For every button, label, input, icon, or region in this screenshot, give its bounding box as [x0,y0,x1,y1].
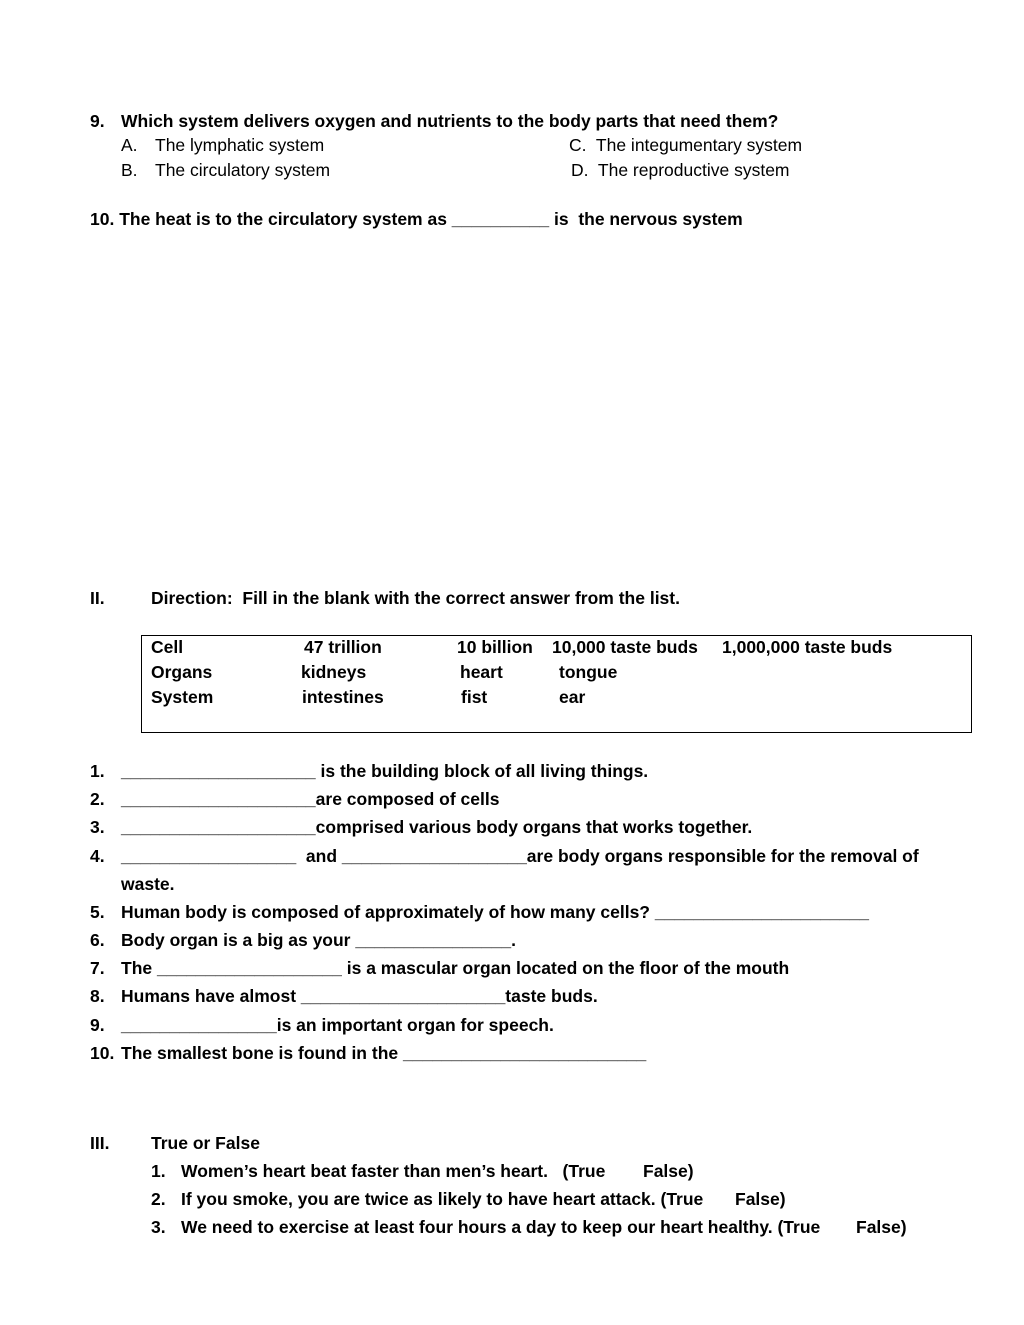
fill-item-continuation: waste. [121,874,175,894]
word-bank-item: 10 billion [457,637,533,657]
fill-item-text: The smallest bone is found in the _________________________ [121,1043,647,1063]
option-a-text: The lymphatic system [155,135,325,155]
tf-item-false: False) [735,1189,786,1209]
section-iii-numeral: III. [90,1133,110,1153]
word-bank-item: heart [460,662,503,682]
fill-item-text: Body organ is a big as your ________________. [121,930,516,950]
word-bank-item: intestines [302,687,384,707]
fill-item-number: 1. [90,761,105,781]
tf-item-number: 2. [151,1189,166,1209]
fill-item-number: 10. [90,1043,115,1063]
fill-item-number: 9. [90,1015,105,1035]
word-bank-item: tongue [559,662,618,682]
tf-item-false: False) [643,1161,694,1181]
section-ii-numeral: II. [90,588,105,608]
fill-item-text: ____________________comprised various body organs that works together. [121,817,753,837]
question-9-number: 9. [90,111,105,131]
question-9-text: Which system delivers oxygen and nutrients to the body parts that need them? [121,111,779,131]
question-10: 10. The heat is to the circulatory system as __________ is the nervous system [90,209,743,229]
tf-item-false: False) [856,1217,907,1237]
word-bank-item: Organs [151,662,213,682]
option-b-letter: B. [121,160,138,180]
tf-item-text: If you smoke, you are twice as likely to have heart attack. (True [181,1189,704,1209]
section-ii-direction: Direction: Fill in the blank with the correct answer from the list. [151,588,680,608]
fill-item-number: 8. [90,986,105,1006]
fill-item-number: 5. [90,902,105,922]
fill-item-text: The ___________________ is a mascular organ located on the floor of the mouth [121,958,790,978]
word-bank-item: ear [559,687,586,707]
fill-item-text: ____________________ is the building block of all living things. [121,761,649,781]
word-bank-item: Cell [151,637,184,657]
fill-item-text: __________________ and ___________________are body organs responsible for the removal of [121,846,919,866]
fill-item-text: Humans have almost _____________________taste buds. [121,986,598,1006]
tf-item-text: We need to exercise at least four hours a day to keep our heart healthy. (True [181,1217,821,1237]
option-d-text: D. The reproductive system [571,160,790,180]
word-bank-item: 1,000,000 taste buds [722,637,893,657]
section-iii-title: True or False [151,1133,260,1153]
word-bank-item: kidneys [301,662,367,682]
fill-item-number: 7. [90,958,105,978]
fill-item-number: 6. [90,930,105,950]
tf-item-text: Women’s heart beat faster than men’s heart. (True [181,1161,606,1181]
word-bank-item: System [151,687,214,707]
fill-item-number: 4. [90,846,105,866]
tf-item-number: 3. [151,1217,166,1237]
option-a-letter: A. [121,135,138,155]
tf-item-number: 1. [151,1161,166,1181]
word-bank-item: fist [461,687,488,707]
word-bank-item: 10,000 taste buds [552,637,698,657]
option-c-text: C. The integumentary system [569,135,803,155]
fill-item-number: 2. [90,789,105,809]
option-b-text: The circulatory system [155,160,331,180]
fill-item-text: ____________________are composed of cells [121,789,500,809]
word-bank-item: 47 trillion [304,637,382,657]
fill-item-text: Human body is composed of approximately of how many cells? ______________________ [121,902,869,922]
fill-item-text: ________________is an important organ for speech. [121,1015,554,1035]
fill-item-number: 3. [90,817,105,837]
